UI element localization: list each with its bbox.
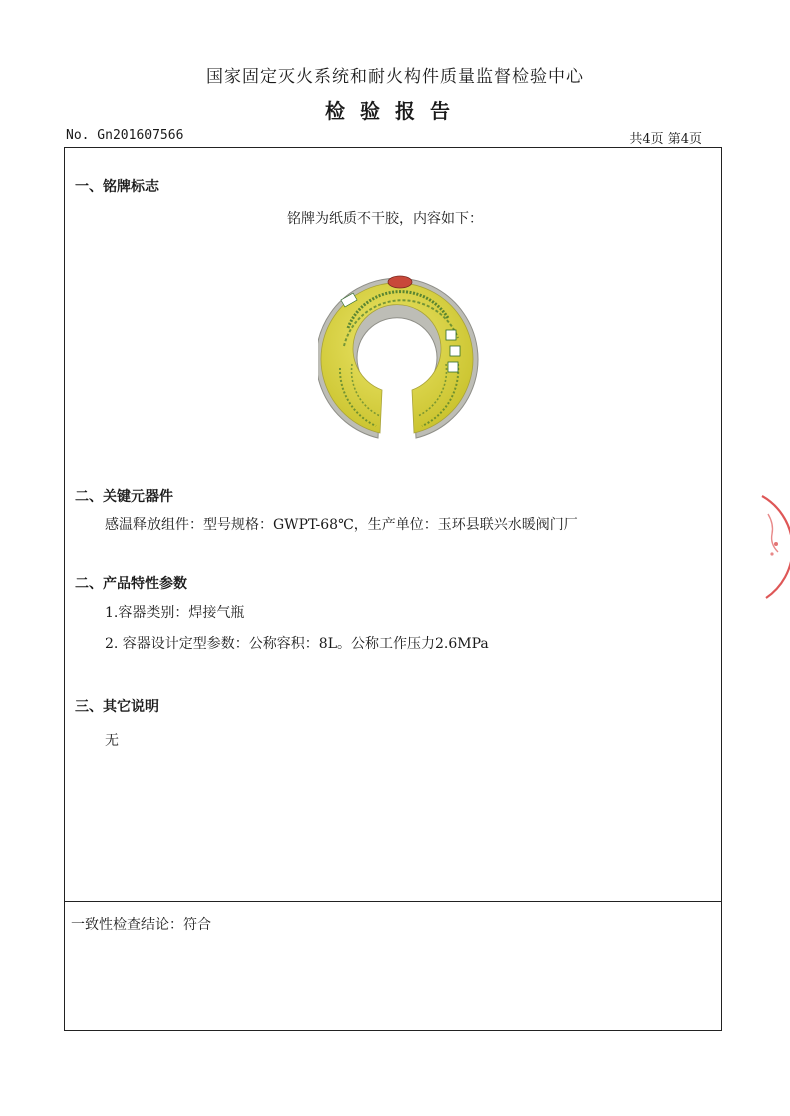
report-frame [64,147,722,1031]
section-nameplate-heading: 一、铭牌标志 [75,179,159,195]
key-components-text: 感温释放组件：型号规格：GWPT-68℃，生产单位：玉环县联兴水暖阀门厂 [105,517,578,533]
section-key-components-heading: 二、关键元器件 [75,489,173,505]
org-title: 国家固定灭火系统和耐火构件质量监督检验中心 [206,67,584,87]
characteristics-item-2: 2. 容器设计定型参数：公称容积：8L。公称工作压力2.6MPa [105,636,489,652]
red-stamp-seal [752,492,790,602]
conclusion-divider [65,901,721,902]
section-characteristics-heading: 二、产品特性参数 [75,576,187,592]
characteristics-item-1: 1.容器类别：焊接气瓶 [105,605,245,621]
conclusion-text: 一致性检查结论：符合 [71,917,211,933]
report-title: 检验报告 [325,99,465,123]
page-info: 共4页 第4页 [629,132,702,147]
other-text: 无 [105,733,119,749]
nameplate-description: 铭牌为纸质不干胶，内容如下： [287,211,483,227]
nameplate-label-image [318,268,482,448]
report-number: No. Gn201607566 [66,128,184,143]
section-other-heading: 三、其它说明 [75,699,159,715]
